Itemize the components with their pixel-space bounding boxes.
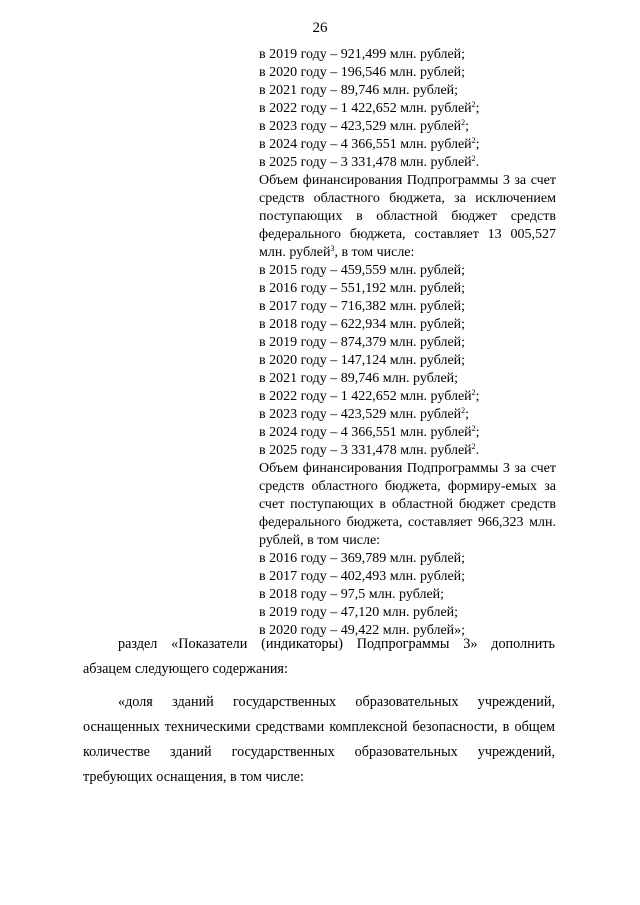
year-line: в 2019 году – 47,120 млн. рублей; (259, 605, 459, 620)
year-line: в 2019 году – 921,499 млн. рублей; (259, 47, 466, 62)
footnote-mark: 2 (471, 136, 476, 145)
year-line: в 2018 году – 97,5 млн. рублей; (259, 587, 445, 602)
federal-funds-paragraph: Объем финансирования Подпрограммы 3 за счет средств областного бюджета, формиру-емых за счет поступающих в областной бюджет средств федерального бюджета, составляет 966,323 млн. рублей, в том числе: (259, 461, 556, 548)
year-line: в 2022 году – 1 422,652 млн. рублей$^2$; (259, 388, 480, 404)
year-line: в 2020 году – 49,422 млн. рублей»; (259, 623, 466, 638)
year-line: в 2016 году – 551,192 млн. рублей; (259, 281, 466, 296)
year-line: в 2020 году – 196,546 млн. рублей; (259, 65, 466, 80)
indicator-definition-paragraph: «доля зданий государственных образовательных учреждений, оснащенных техническими средствами комплексной безопасности, в общем количестве зданий государственных образовательных учреждений, требующих оснащения, в том числе: (83, 694, 555, 785)
financing-years-list-2 (259, 262, 556, 460)
footnote-mark: 2 (471, 424, 476, 433)
regional-budget-paragraph: Объем финансирования Подпрограммы 3 за счет средств областного бюджета, за исключением поступающих в областной бюджет средств федерального бюджета, составляет 13 005,527 млн. рублей$^3$, в том числе: (259, 173, 556, 260)
year-line: в 2023 году – 423,529 млн. рублей$^2$; (259, 118, 470, 134)
year-line: в 2021 году – 89,746 млн. рублей; (259, 83, 459, 98)
footnote-mark: 2 (471, 154, 476, 163)
section-amendment-paragraph: раздел «Показатели (индикаторы) Подпрограммы 3» дополнить абзацем следующего содержания: (83, 636, 555, 677)
year-line: в 2025 году – 3 331,478 млн. рублей$^2$. (259, 442, 480, 458)
footnote-mark: 2 (461, 118, 466, 127)
year-line: в 2015 году – 459,559 млн. рублей; (259, 263, 466, 278)
financing-years-list-1 (259, 46, 556, 172)
footnote-mark: 3 (330, 244, 335, 253)
year-line: в 2018 году – 622,934 млн. рублей; (259, 317, 466, 332)
year-line: в 2021 году – 89,746 млн. рублей; (259, 371, 459, 386)
year-line: в 2024 году – 4 366,551 млн. рублей$^2$; (259, 136, 480, 152)
year-line: в 2016 году – 369,789 млн. рублей; (259, 551, 466, 566)
year-line: в 2022 году – 1 422,652 млн. рублей$^2$; (259, 100, 480, 116)
year-line: в 2023 году – 423,529 млн. рублей$^2$; (259, 406, 470, 422)
year-line: в 2019 году – 874,379 млн. рублей; (259, 335, 466, 350)
year-line: в 2017 году – 402,493 млн. рублей; (259, 569, 466, 584)
year-line: в 2024 году – 4 366,551 млн. рублей$^2$; (259, 424, 480, 440)
footnote-mark: 2 (471, 388, 476, 397)
footnote-mark: 2 (471, 442, 476, 451)
main-text (83, 632, 555, 790)
footnote-mark: 2 (471, 100, 476, 109)
footnote-mark: 2 (461, 406, 466, 415)
financing-years-list-3 (259, 550, 556, 640)
year-line: в 2017 году – 716,382 млн. рублей; (259, 299, 466, 314)
year-line: в 2025 году – 3 331,478 млн. рублей$^2$. (259, 154, 480, 170)
year-line: в 2020 году – 147,124 млн. рублей; (259, 353, 466, 368)
financing-column (259, 46, 556, 640)
page-number: 26 (312, 20, 328, 36)
